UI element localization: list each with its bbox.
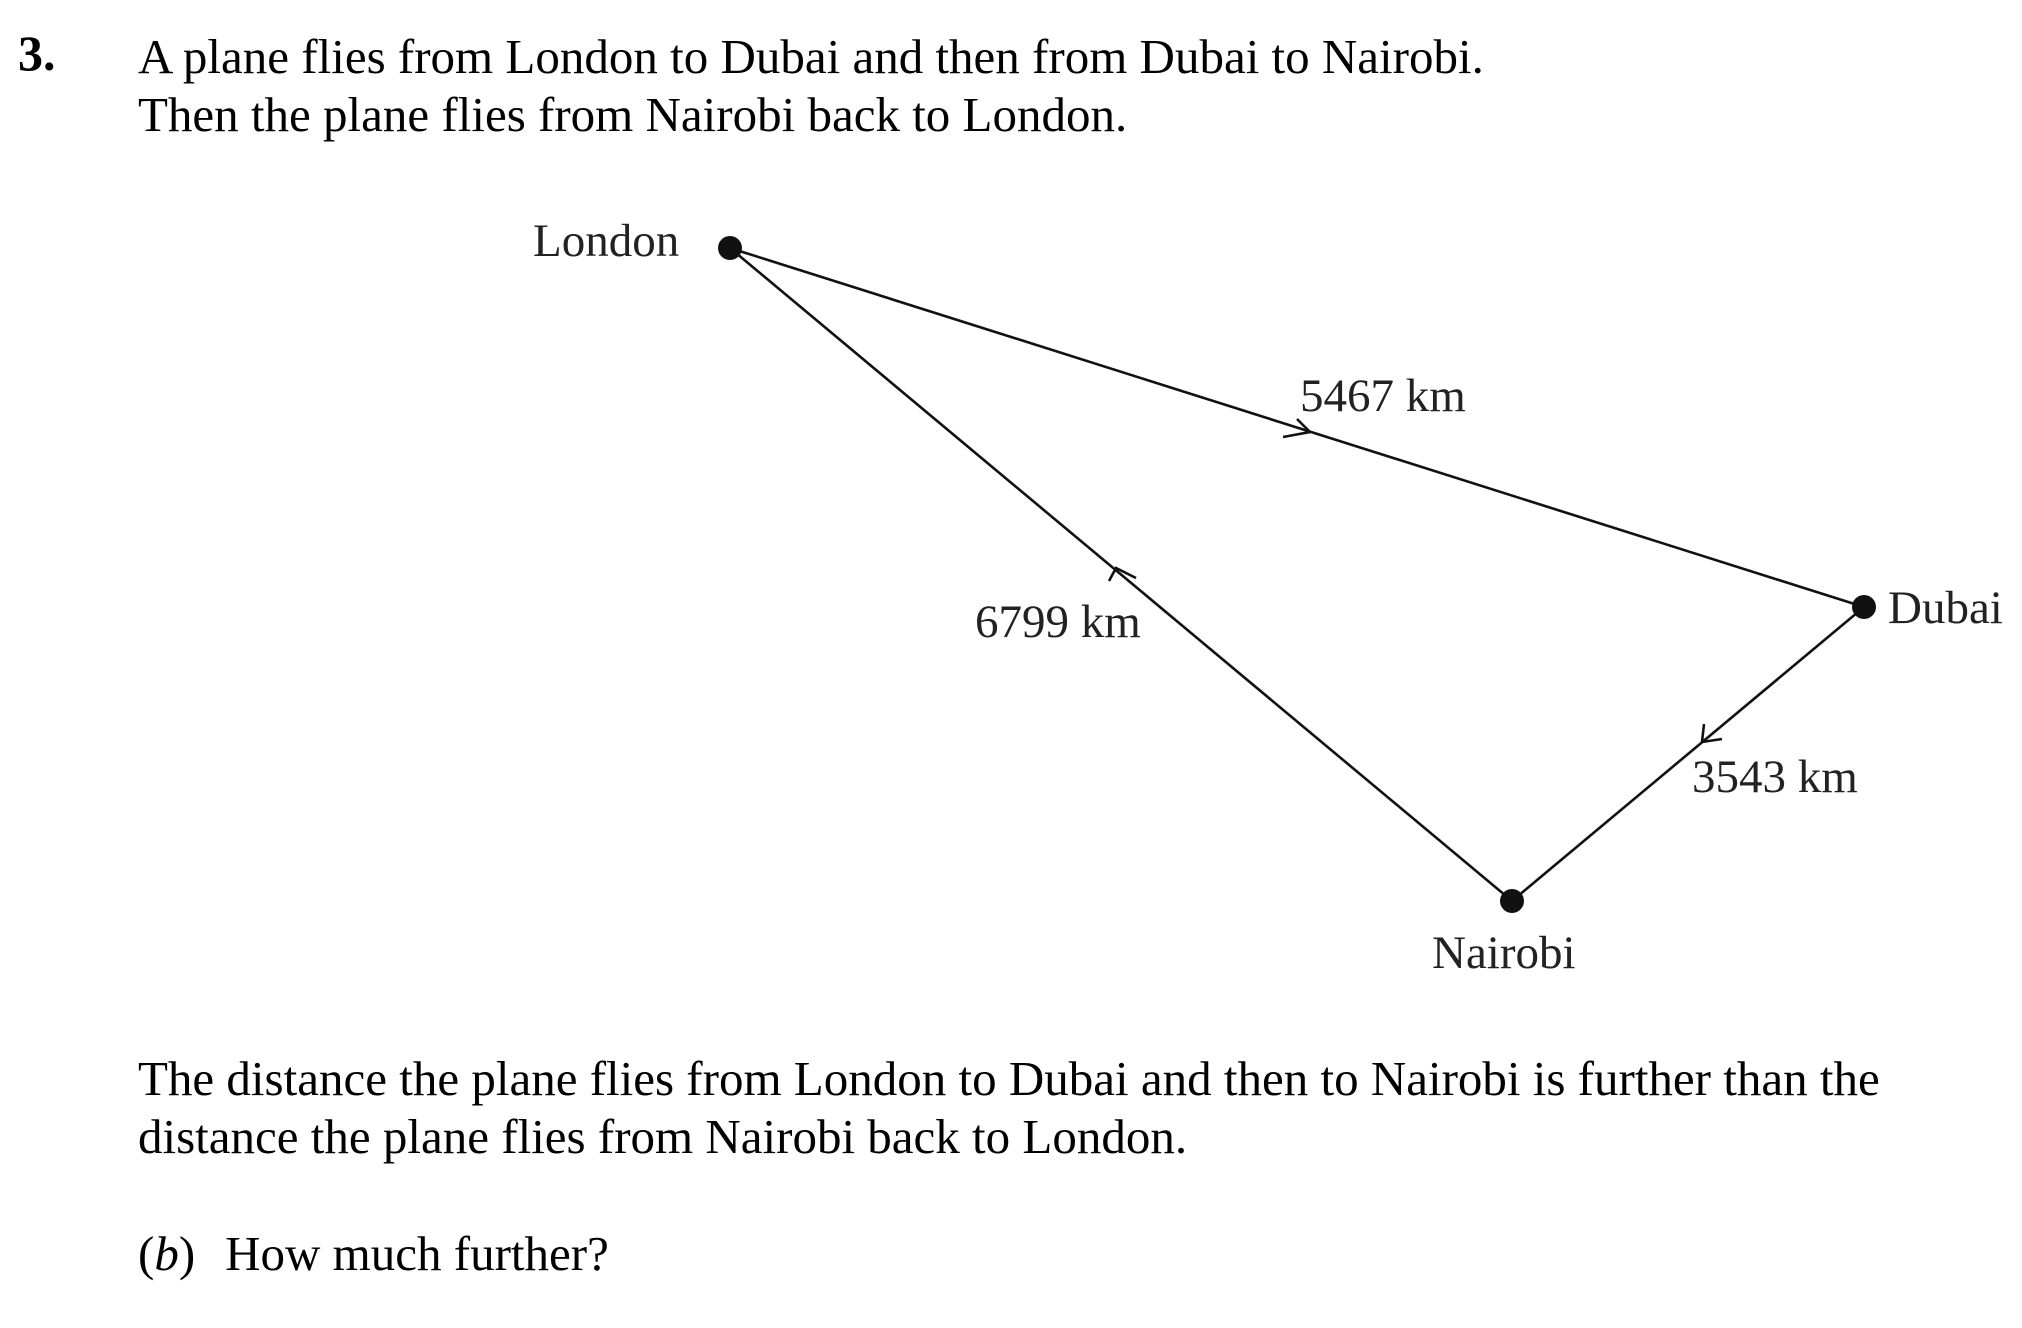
part-close-paren: ): [178, 1226, 196, 1281]
question-part-b: [138, 1225, 609, 1283]
city-dot-dubai: [1852, 595, 1876, 619]
distance-london-dubai: 5467 km: [1300, 370, 1466, 422]
route-london-dubai: [730, 248, 1864, 607]
route-nairobi-london: [730, 248, 1512, 901]
intro-line-1: A plane flies from London to Dubai and then from Dubai to Nairobi.: [138, 29, 1484, 84]
distance-nairobi-london: 6799 km: [975, 596, 1141, 648]
part-letter: b: [154, 1226, 179, 1281]
intro-line-2: Then the plane flies from Nairobi back to London.: [138, 87, 1128, 142]
statement-line-1: The distance the plane flies from London to Dubai and then to Nairobi is further than the: [138, 1051, 1880, 1106]
city-label-nairobi: Nairobi: [1432, 927, 1576, 979]
part-text: How much further?: [225, 1226, 609, 1281]
city-dot-london: [718, 236, 742, 260]
city-label-london: London: [533, 215, 680, 267]
city-dot-nairobi: [1500, 889, 1524, 913]
part-open-paren: (: [138, 1226, 155, 1281]
question-number: 3.: [18, 25, 56, 81]
statement-line-2: distance the plane flies from Nairobi back to London.: [138, 1109, 1188, 1164]
question-statement: [138, 1050, 1880, 1166]
city-label-dubai: Dubai: [1888, 582, 2003, 634]
distance-dubai-nairobi: 3543 km: [1692, 751, 1858, 803]
